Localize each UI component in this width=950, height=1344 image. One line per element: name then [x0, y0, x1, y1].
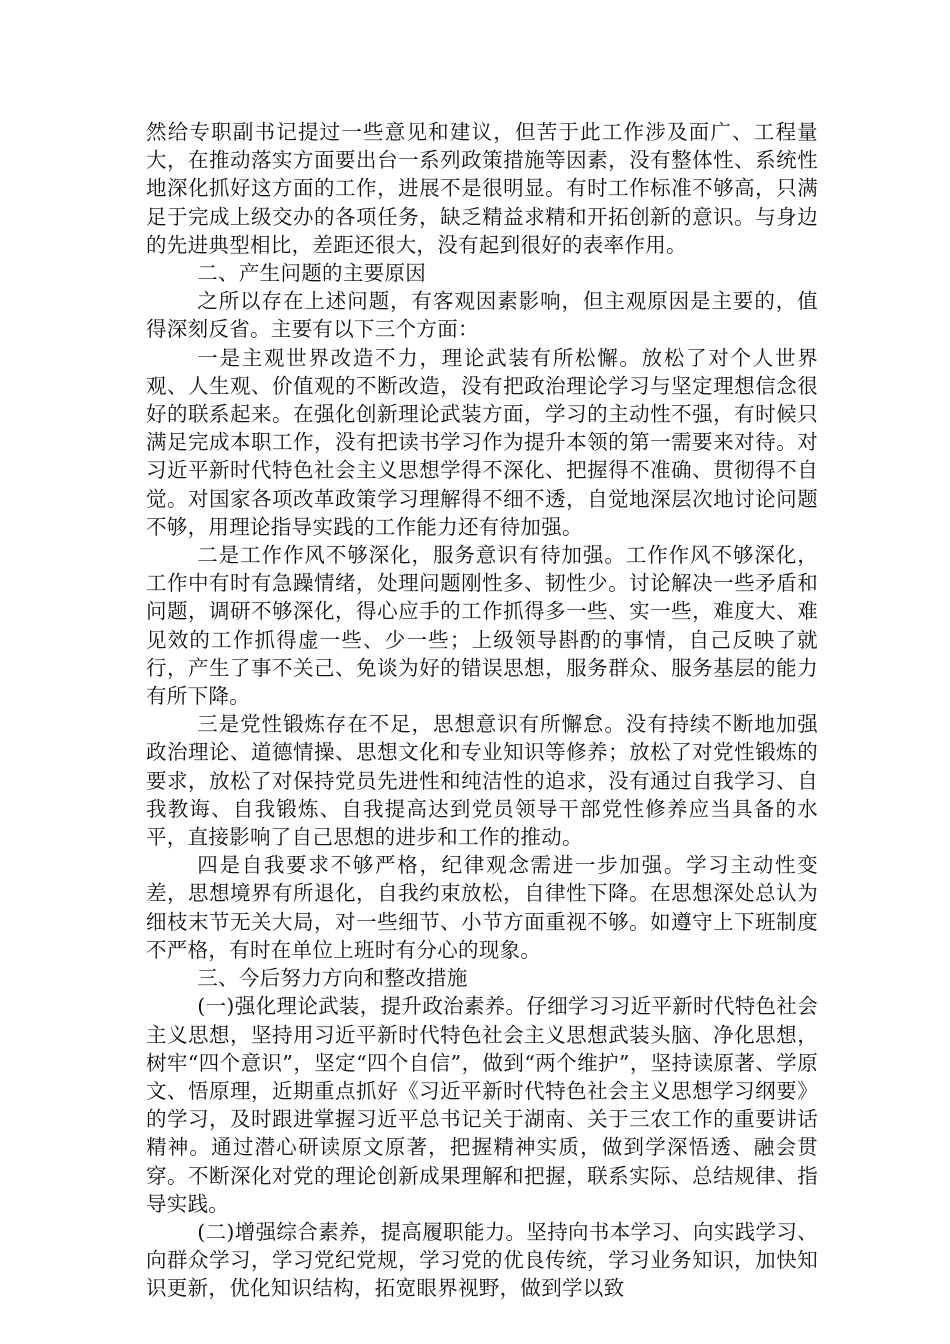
section-heading-measures: 三、今后努力方向和整改措施: [197, 966, 468, 991]
paragraph-measure-2: (二)增强综合素养，提高履职能力。坚持向书本学习、向实践学习、向群众学习，学习党纪党规，学习党的优良传统，学习业务知识，加快知识更新，优化知识结构，拓宽眼界视野，做到学以致: [146, 1219, 818, 1301]
paragraph-cause-2: 二是工作作风不够深化，服务意识有待加强。工作作风不够深化，工作中有时有急躁情绪，处理问题刚性多、韧性少。讨论解决一些矛盾和问题，调研不够深化，得心应手的工作抓得多一些、实一些，难度大、难见效的工作抓得虚一些、少一些；上级领导斟酌的事情，自己反映了就行，产生了事不关己、免谈为好的错误思想，服务群众、服务基层的能力有所下降。: [146, 543, 818, 709]
paragraph-measure-1: (一)强化理论武装，提升政治素养。仔细学习习近平新时代特色社会主义思想，坚持用习近平新时代特色社会主义思想武装头脑、净化思想，树牢“四个意识”，坚定“四个自信”，做到“两个维护”，坚持读原著、学原文、悟原理，近期重点抓好《习近平新时代特色社会主义思想学习纲要》的学习，及时跟进掌握习近平总书记关于湖南、关于三农工作的重要讲话精神。通过潜心研读原文原著，把握精神实质，做到学深悟透、融会贯穿。不断深化对党的理论创新成果理解和把握，联系实际、总结规律、指导实践。: [146, 994, 818, 1216]
paragraph-causes-intro: 之所以存在上述问题，有客观因素影响，但主观原因是主要的，值得深刻反省。主要有以下三个方面：: [146, 289, 818, 342]
paragraph-cause-1: 一是主观世界改造不力，理论武装有所松懈。放松了对个人世界观、人生观、价值观的不断改造，没有把政治理论学习与坚定理想信念很好的联系起来。在强化创新理论武装方面，学习的主动性不强，有时候只满足完成本职工作，没有把读书学习作为提升本领的第一需要来对待。对习近平新时代特色社会主义思想学得不深化、把握得不准确、贯彻得不自觉。对国家各项改革政策学习理解得不细不透，自觉地深层次地讨论问题不够，用理论指导实践的工作能力还有待加强。: [146, 345, 818, 539]
paragraph-continuation: 然给专职副书记提过一些意见和建议，但苦于此工作涉及面广、工程量大，在推动落实方面要出台一系列政策措施等因素，没有整体性、系统性地深化抓好这方面的工作，进展不是很明显。有时工作标准不够高，只满足于完成上级交办的各项任务，缺乏精益求精和开拓创新的意识。与身边的先进典型相比，差距还很大，没有起到很好的表率作用。: [146, 120, 818, 257]
paragraph-cause-4: 四是自我要求不够严格，纪律观念需进一步加强。学习主动性变差，思想境界有所退化，自我约束放松，自律性下降。在思想深处总认为细枝末节无关大局，对一些细节、小节方面重视不够。如遵守上下班制度不严格，有时在单位上班时有分心的现象。: [146, 853, 818, 962]
paragraph-cause-3: 三是党性锻炼存在不足，思想意识有所懈怠。没有持续不断地加强政治理论、道德情操、思想文化和专业知识等修养；放松了对党性锻炼的要求，放松了对保持党员先进性和纯洁性的追求，没有通过自我学习、自我教诲、自我锻炼、自我提高达到党员领导干部党性修养应当具备的水平，直接影响了自己思想的进步和工作的推动。: [146, 712, 818, 850]
section-heading-causes: 二、产生问题的主要原因: [197, 261, 427, 286]
document-body: [146, 118, 818, 1303]
